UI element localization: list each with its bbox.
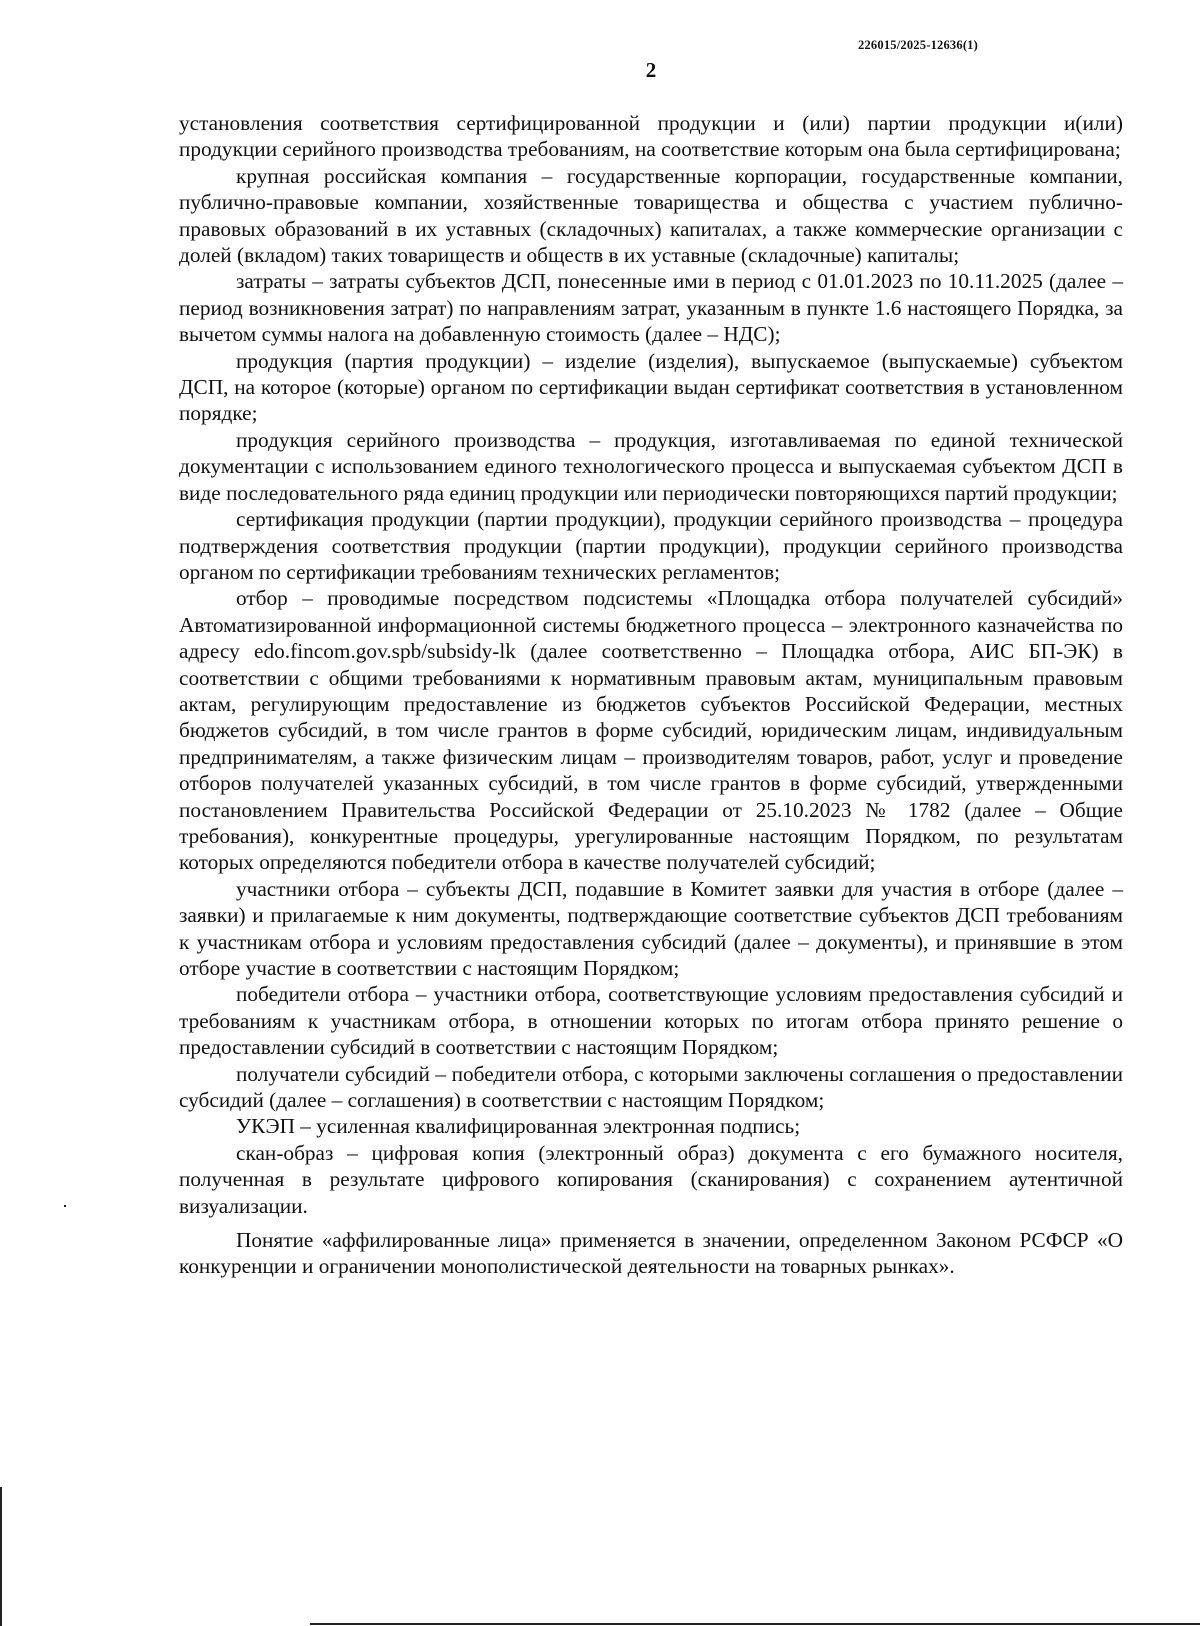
paragraph-selection-winners: победители отбора – участники отбора, соответствующие условиям предоставления субсидий и требованиям к участникам отбора, в отношении которых по итогам отбора принято решение о предоставлении субсидий в соответствии с настоящим Порядком; xyxy=(179,982,1123,1060)
page-number: 2 xyxy=(645,58,657,82)
paragraph-costs: затраты – затраты субъектов ДСП, понесенные ими в период с 01.01.2023 по 10.11.2025 (далее – период возникновения затрат) по направлениям затрат, указанным в пункте 1.6 настоящего Порядка, за вычетом суммы налога на добавленную стоимость (далее – НДС); xyxy=(179,269,1123,347)
paragraph-selection: отбор – проводимые посредством подсистемы «Площадка отбора получателей субсидий» Автоматизированной информационной системы бюджетного процесса – электронного казначейства по адресу edo.fincom.gov.spb/subsidy-lk (далее соответственно – Площадка отбора, АИС БП-ЭК) в соответствии с общими требованиями к нормативным правовым актам, муниципальным правовым актам, регулирующим предоставление из бюджетов субъектов Российской Федерации, местных бюджетов субсидий, в том числе грантов в форме субсидий, юридическим лицам, индивидуальным предпринимателям, а также физическим лицам – производителям товаров, работ, услуг и проведение отборов получателей указанных субсидий, в том числе грантов в форме субсидий, утвержденными постановлением Правительства Российской Федерации от 25.10.2023 № 1782 (далее – Общие требования), конкурентные процедуры, урегулированные настоящим Порядком, по результатам которых определяются победители отбора в качестве получателей субсидий; xyxy=(179,586,1123,875)
paragraph-ukep: УКЭП – усиленная квалифицированная электронная подпись; xyxy=(236,1114,801,1139)
document-body xyxy=(179,110,1123,1280)
scan-artifact-dot xyxy=(64,1205,66,1207)
paragraph-subsidy-recipients: получатели субсидий – победители отбора, с которыми заключены соглашения о предоставлении субсидий (далее – соглашения) в соответствии с настоящим Порядком; xyxy=(179,1061,1123,1113)
paragraph-serial-production: продукция серийного производства – продукция, изготавливаемая по единой технической документации с использованием единого технологического процесса и выпускаемая субъектом ДСП в виде последовательного ряда единиц продукции или периодически повторяющихся партий продукции; xyxy=(179,427,1123,505)
paragraph-certification-continuation: установления соответствия сертифицированной продукции и (или) партии продукции и(или) продукции серийного производства требованиям, на соответствие которым она была сертифицирована; xyxy=(179,111,1123,162)
document-registration-number: 226015/2025-12636(1) xyxy=(858,38,978,52)
paragraph-affiliated-persons: Понятие «аффилированные лица» применяется в значении, определенном Законом РСФСР «О конкуренции и ограничении монополистической деятельности на товарных рынках». xyxy=(179,1228,1123,1279)
paragraph-product-certification: сертификация продукции (партии продукции), продукции серийного производства – процедура подтверждения соответствия продукции (партии продукции), продукции серийного производства органом по сертификации требованиям технических регламентов; xyxy=(179,507,1123,584)
scan-artifact-bottom-edge xyxy=(310,1623,1200,1625)
scan-artifact-left-edge xyxy=(0,1487,2,1626)
paragraph-large-russian-company: крупная российская компания – государственные корпорации, государственные компании, публично-правовые компании, хозяйственные товарищества и общества с участием публично-правовых образований в их уставных (складочных) капиталах, а также коммерческие организации с долей (вкладом) таких товариществ и обществ в их уставные (складочные) капиталы; xyxy=(179,163,1123,268)
paragraph-selection-participants: участники отбора – субъекты ДСП, подавшие в Комитет заявки для участия в отборе (далее – заявки) и прилагаемые к ним документы, подтверждающие соответствие субъектов ДСП требованиям к участникам отбора и условиям предоставления субсидий (далее – документы), и принявшие в этом отборе участие в соответствии с настоящим Порядком; xyxy=(179,876,1123,980)
paragraph-scan-image: скан-образ – цифровая копия (электронный образ) документа с его бумажного носителя, полученная в результате цифрового копирования (сканирования) с сохранением аутентичной визуализации. xyxy=(179,1140,1123,1218)
paragraph-product: продукция (партия продукции) – изделие (изделия), выпускаемое (выпускаемые) субъектом ДСП, на которое (которые) органом по сертификации выдан сертификат соответствия в установленном порядке; xyxy=(179,348,1123,426)
